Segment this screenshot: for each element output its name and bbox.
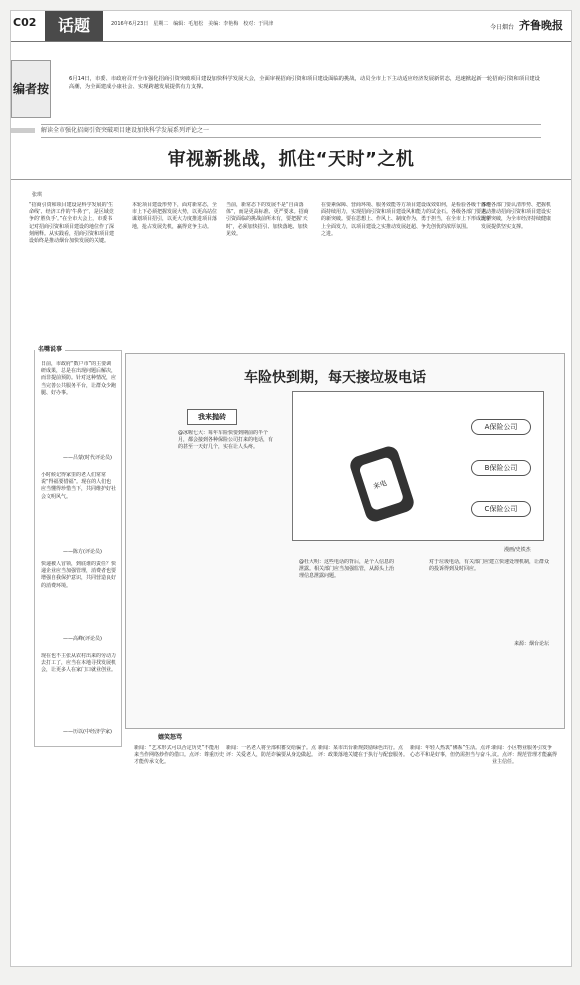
article-column-4: 在要素保障、营商环境、服务效能等方面持续用力，实现招商引资和项目建设的新突破。要在思想上、作风上、制度上全面发力，以项目建设之实推动发展之进。 (321, 202, 407, 237)
option-a: A保险公司 (471, 419, 531, 435)
left-source-4: ——历以(中经济学家) (63, 729, 112, 735)
article-column-6: 各地各部门要认清形势、把握机遇，推动招商引资和项目建设实现新突破，为全市经济持续健康发展提供坚实支撑。 (481, 202, 552, 230)
feature-text-left: @冰喔七大：每年车险快要到期前的半个月，都会接到各种保险公司打来的电话，有的甚至一天好几个，实在让人头疼。 (178, 430, 274, 451)
feature-box (125, 353, 565, 729)
article-title: 审视新挑战，抓住“天时”之机 (167, 149, 415, 170)
bottom-column-3: 新闻：某市出台新规鼓励绿色出行。点评：政策落地关键在于执行与配套服务。 (318, 745, 408, 759)
option-c: C保险公司 (471, 501, 531, 517)
feature-source: 来源：烟台论坛 (514, 641, 550, 647)
left-source-1: ——吕蒙(时代评论员) (63, 455, 112, 461)
page-number: C02 (13, 16, 37, 29)
feature-title: 车险快到期，每天接垃圾电话 (244, 370, 426, 386)
header-meta: 2016年6月23日 星期二 编辑：毛旭松 美编：李艳梅 校对：于同津 (111, 21, 274, 27)
left-section-4: 现在也不主张从农村出来的劳动力去打工了，应当在本地寻找发展机会，让更多人在家门口就业创业。 (41, 653, 116, 674)
left-source-3: ——高峰(评论员) (63, 636, 102, 642)
bottom-column-2: 新闻：一名老人将全部积蓄交给骗子。点评：关爱老人，防范诈骗要从身边做起。 (226, 745, 316, 759)
bottom-section-title: 嬉笑怒骂 (158, 734, 183, 741)
masthead-name: 齐鲁晚报 (519, 19, 563, 32)
feature-label: 我来抛砖 (187, 409, 237, 425)
series-bar: 解读全市强化招商引资突破项目建设加快科学发展系列评论之一 (41, 124, 541, 138)
page-header (11, 11, 571, 42)
author: 张琪 (32, 192, 43, 198)
newspaper-page (10, 10, 572, 967)
insurance-call-illustration (292, 391, 544, 541)
section-tag: 话题 (45, 11, 103, 41)
incoming-call-text: 来电 (372, 479, 388, 491)
left-box-title: 名嘴说事 (35, 344, 65, 353)
left-commentary-box (34, 346, 122, 747)
masthead-prefix: 今日烟台 (489, 24, 514, 31)
bottom-column-4: 新闻：年轻人热衷“佛系”生活。点评：心态平和是好事，但仍需担当与奋斗。 (410, 745, 496, 759)
left-section-2: 小时候记得家里的老人们常常说“得福要惜福”。现在的人们也应当懂得珍惜当下，共同维护好社会文明风气。 (41, 472, 116, 500)
editor-note-label: 编者按 (11, 60, 51, 118)
option-b: B保险公司 (471, 460, 531, 476)
masthead (490, 17, 563, 33)
left-section-3: 快递被人冒领，到底谁的责任？快递企业应当加强管理，消费者也要增强自我保护意识，共同营造良好的消费环境。 (41, 561, 116, 589)
left-section-1: 日前，市政府“数户市”的主要调研成果，总是在出现问题后解决，而非提前预防。针对这种情况，应当完善公共服务平台，让群众少跑腿、好办事。 (41, 361, 116, 396)
article-column-3: 当前，新常态下的发展不是“自由落体”，而是更高标准、更严要求。招商引资面临的挑战前所未有，要把握‘天时’，必须加快招引、加快落地、加快见效。 (226, 202, 309, 237)
article-column-5: 项目建设成效如何，是检验各级干部作风和能力的试金石。各级各部门要主动作为，勇于担当，在全市上下形成比学赶超、争先创优的浓厚氛围。 (406, 202, 492, 230)
left-source-2: ——陈方(评论员) (63, 549, 102, 555)
feature-caption: 漫画/史铁杰 (504, 547, 531, 553)
bottom-column-5: 新闻：小区物业服务引发争议。点评：规范管理才能赢得业主信任。 (492, 745, 558, 766)
bottom-column-1: 新闻：“艺术形式可以否定历史”不能用来当作网络炒作的借口。点评：尊重历史才能传承文化。 (134, 745, 224, 766)
editor-note-text: 6月14日，市委、市政府召开全市强化招商引资突破项目建设加快科学发展大会，全面审视招商引资和项目建设面临的挑战，动员全市上下主动适应经济发展新常态，迅速掀起新一轮招商引资和项目建设高潮，为全面建成小康社会、实现跨越发展提供有力支撑。 (69, 76, 540, 90)
article-column-1: “招商引资和项目建设是科学发展的‘生命线’、经济工作的‘牛鼻子’，是区域竞争的‘胜负手’。”在全市大会上，市委书记对招商引资和项目建设的地位作了深刻阐释。从实践看，招商引资和项目建设始终是推动烟台加快发展的关键。 (29, 202, 115, 245)
feature-text-mid: @杜大明：这些电话的背后，是个人信息的泄露。相关部门应当加强监管，从源头上治理信息泄露问题。 (299, 559, 395, 580)
headline-rule (11, 179, 571, 180)
article-column-2: 本轮项目建设形势下，面对新常态，全市上下必须把握发展大势，以更高站位谋划项目招引，以更大力度推进项目落地，抢占发展先机，赢得竞争主动。 (132, 202, 218, 230)
feature-text-right: 对于垃圾电话，有关部门应建立快速处理机制，让群众的投诉得到及时回应。 (429, 559, 549, 573)
